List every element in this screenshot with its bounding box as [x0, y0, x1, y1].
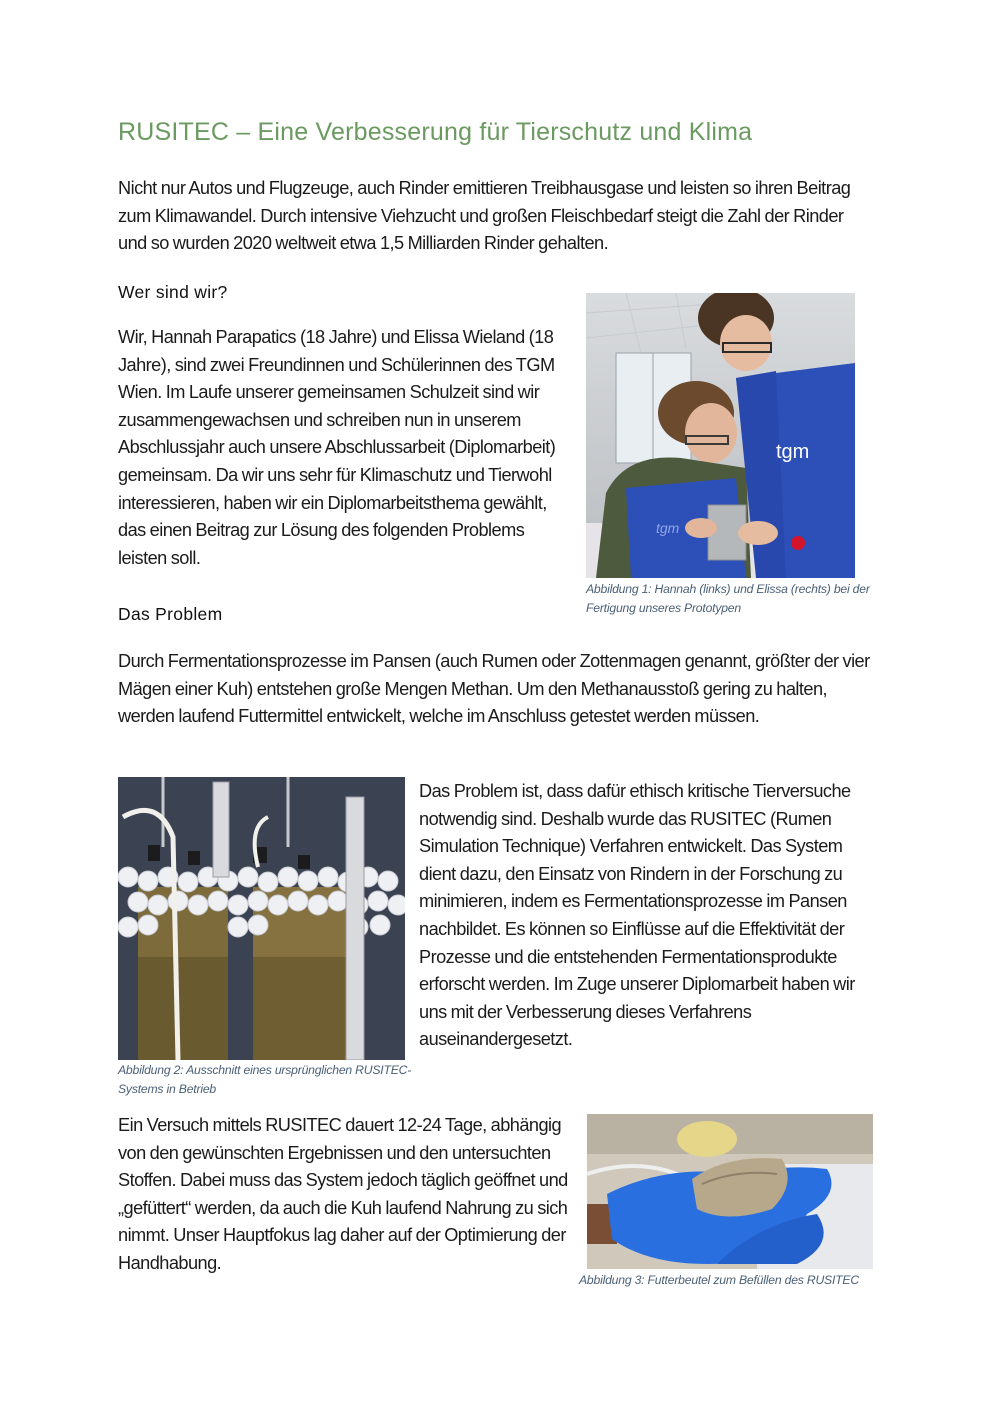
intro-paragraph: Nicht nur Autos und Flugzeuge, auch Rinder emittieren Treibhausgase und leisten so ihren Beitrag zum Klimawandel. Durch intensive Viehzucht und großen Fleischbedarf steigt die Zahl der Rinder und so wurden 2020 weltweit etwa 1,5 Milliarden Rinder gehalten.: [118, 178, 851, 254]
figure3-photo: [587, 1114, 873, 1269]
rusitec-paragraph: Das Problem ist, dass dafür ethisch kritische Tierversuche notwendig sind. Deshalb wurde das RUSITEC (Rumen Simulation Technique) Verfahren entwickelt. Das System dient dazu, den Einsatz von Rindern in der Forschung zu minimieren, indem es Fermentationsprozesse im Pansen nachbildet. Es können so Einflüsse auf die Effektivität der Prozesse und die entstehenden Fermentationsprodukte erforscht werden. Im Zuge unserer Diplomarbeit haben wir uns mit der Verbesserung dieses Verfahrens auseinandergesetzt.: [419, 781, 855, 1050]
figure1-photo: [586, 293, 855, 578]
experiment-paragraph: Ein Versuch mittels RUSITEC dauert 12-24 Tage, abhängig von den gewünschten Ergebnissen und den untersuchten Stoffen. Dabei muss das System jedoch täglich geöffnet und „gefüttert“ werden, da auch die Kuh laufend Nahrung zu sich nimmt. Unser Hauptfokus lag daher auf der Optimierung der Handhabung.: [118, 1115, 568, 1273]
apron-logo-1: tgm: [656, 520, 680, 536]
section-heading-problem: Das Problem: [118, 604, 223, 624]
figure3-caption: Abbildung 3: Futterbeutel zum Befüllen des RUSITEC: [579, 1273, 859, 1287]
figure2-photo: [118, 777, 405, 1060]
figure1-caption: Abbildung 1: Hannah (links) und Elissa (rechts) bei der Fertigung unseres Prototypen: [586, 582, 870, 615]
section-heading-who: Wer sind wir?: [118, 282, 228, 302]
problem-paragraph: Durch Fermentationsprozesse im Pansen (auch Rumen oder Zottenmagen genannt, größter der vier Mägen einer Kuh) entstehen große Mengen Methan. Um den Methanausstoß gering zu halten, werden laufend Futtermittel entwickelt, welche im Anschluss getestet werden müssen.: [118, 651, 870, 727]
page-title: RUSITEC – Eine Verbesserung für Tierschutz und Klima: [118, 118, 753, 146]
apron-logo-2: tgm: [776, 441, 810, 463]
figure2-caption: Abbildung 2: Ausschnitt eines ursprünglichen RUSITEC-Systems in Betrieb: [118, 1063, 412, 1096]
who-paragraph: Wir, Hannah Parapatics (18 Jahre) und Elissa Wieland (18 Jahre), sind zwei Freundinnen und Schülerinnen des TGM Wien. Im Laufe unserer gemeinsamen Schulzeit sind wir zusammengewachsen und schreiben nun in unserem Abschlussjahr auch unsere Abschlussarbeit (Diplomarbeit) gemeinsam. Da wir uns sehr für Klimaschutz und Tierwohl interessieren, haben wir ein Diplomarbeitsthema gewählt, das einen Beitrag zur Lösung des folgenden Problems leisten soll.: [118, 327, 556, 568]
